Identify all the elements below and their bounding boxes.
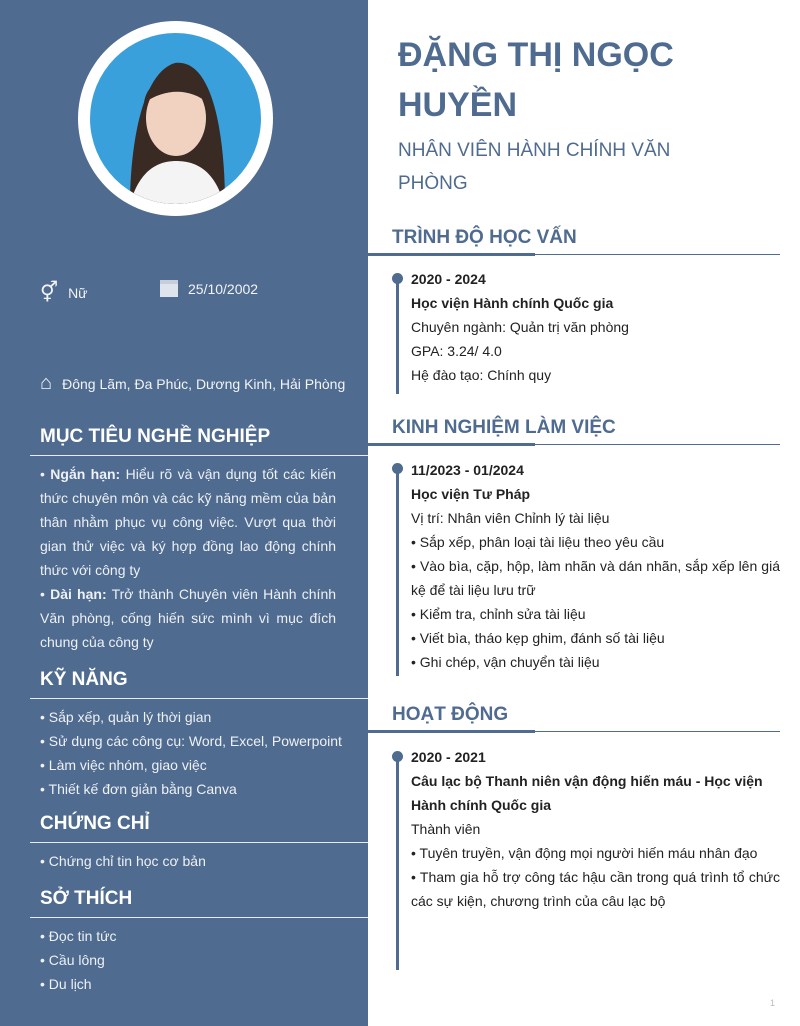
objective-heading: MỤC TIÊU NGHỀ NGHIỆP: [40, 426, 271, 447]
activities-entry: [411, 745, 780, 913]
list-item: • Chứng chỉ tin học cơ bản: [40, 853, 206, 869]
timeline-line: [396, 276, 399, 394]
activities-heading: HOẠT ĐỘNG: [392, 704, 509, 725]
list-item: • Làm việc nhóm, giao việc: [40, 757, 207, 773]
address: Đông Lãm, Đa Phúc, Dương Kinh, Hải Phòng: [62, 375, 346, 392]
list-item: • Du lịch: [40, 976, 92, 992]
education-entry: [411, 267, 780, 387]
address-info: [40, 372, 345, 395]
list-item: • Sử dụng các công cụ: Word, Excel, Powerpoint: [40, 733, 342, 749]
full-name: ĐẶNG THỊ NGỌC HUYỀN: [398, 36, 674, 124]
line: Chuyên ngành: Quản trị văn phòng: [411, 319, 629, 335]
job-title: NHÂN VIÊN HÀNH CHÍNH VĂN PHÒNG: [398, 140, 671, 194]
line: • Tuyên truyền, vận động mọi người hiến máu nhân đạo: [411, 845, 758, 861]
line: • Vào bìa, cặp, hộp, làm nhãn và dán nhãn, sắp xếp lên giá kệ để tài liệu lưu trữ: [411, 558, 780, 598]
organization: Câu lạc bộ Thanh niên vận động hiến máu - Học viện Hành chính Quốc gia: [411, 773, 763, 813]
line: • Ghi chép, vận chuyển tài liệu: [411, 654, 600, 670]
timeline-dot: [392, 751, 403, 762]
profile-photo: [78, 21, 273, 216]
divider: [30, 842, 368, 843]
divider-accent: [368, 253, 535, 256]
line: Vị trí: Nhân viên Chỉnh lý tài liệu: [411, 510, 610, 526]
divider-accent: [368, 443, 535, 446]
sidebar: [0, 0, 368, 1026]
line: Hệ đào tạo: Chính quy: [411, 367, 552, 383]
list-item: • Sắp xếp, quản lý thời gian: [40, 709, 212, 725]
divider-accent: [368, 730, 535, 733]
timeline-dot: [392, 463, 403, 474]
period: 2020 - 2021: [411, 749, 486, 765]
divider: [30, 917, 368, 918]
date-of-birth: 25/10/2002: [188, 280, 259, 297]
objective-text: • Ngắn hạn: Hiểu rõ và vận dụng tốt các kiến thức chuyên môn và các kỹ năng mềm của bản thân nhằm phục vụ công việc. Vượt qua thời gian thử việc và ký hợp đồng lao động chính thức với công ty • Dài hạn: Trở thành Chuyên viên Hành chính Văn phòng, cống hiến sức mình vì mục đích chung của công ty: [40, 466, 337, 650]
short-term-label: Ngắn hạn:: [50, 466, 121, 482]
list-item: • Thiết kế đơn giản bằng Canva: [40, 781, 237, 797]
skills-heading: KỸ NĂNG: [40, 669, 128, 690]
period: 2020 - 2024: [411, 271, 486, 287]
divider: [30, 698, 368, 699]
long-term-label: Dài hạn:: [50, 586, 107, 602]
period: 11/2023 - 01/2024: [411, 462, 524, 478]
timeline-dot: [392, 273, 403, 284]
divider: [30, 455, 368, 456]
line: Thành viên: [411, 821, 481, 837]
timeline-line: [396, 466, 399, 676]
short-term-text: Hiểu rõ và vận dụng tốt các kiến thức chuyên môn và các kỹ năng mềm của bản thân nhằm phục vụ công việc. Vượt qua thời gian thử việc và ký hợp đồng lao động chính thức với công ty: [40, 466, 336, 578]
gender-info: [40, 280, 88, 305]
hobbies-heading: SỞ THÍCH: [40, 888, 133, 909]
line: • Viết bìa, tháo kẹp ghim, đánh số tài liệu: [411, 630, 665, 646]
line: • Tham gia hỗ trợ công tác hậu cần trong quá trình tổ chức các sự kiện, chương trình của câu lạc bộ: [411, 869, 780, 909]
school: Học viện Hành chính Quốc gia: [411, 295, 614, 311]
line: • Kiểm tra, chỉnh sửa tài liệu: [411, 606, 586, 622]
experience-entry: [411, 458, 780, 674]
home-icon: ⌂: [40, 372, 53, 394]
timeline-line: [396, 754, 399, 970]
calendar-icon: [160, 280, 178, 297]
certificates-heading: CHỨNG CHỈ: [40, 813, 150, 834]
dob-info: [160, 280, 258, 297]
skills-list: [40, 705, 360, 801]
experience-heading: KINH NGHIỆM LÀM VIỆC: [392, 417, 616, 438]
certificates-list: [40, 849, 336, 873]
long-term-text: Trở thành Chuyên viên Hành chính Văn phòng, cống hiến sức mình vì mục đích chung của công ty: [40, 586, 337, 650]
gender-icon: ⚥: [40, 282, 59, 304]
hobbies-list: [40, 924, 336, 996]
list-item: • Đọc tin tức: [40, 928, 117, 944]
list-item: • Cầu lông: [40, 952, 105, 968]
gender: Nữ: [68, 284, 88, 301]
line: • Sắp xếp, phân loại tài liệu theo yêu cầu: [411, 534, 665, 550]
organization: Học viện Tư Pháp: [411, 486, 531, 502]
education-heading: TRÌNH ĐỘ HỌC VẤN: [392, 227, 577, 248]
page-number: 1: [770, 998, 776, 1008]
line: GPA: 3.24/ 4.0: [411, 343, 502, 359]
